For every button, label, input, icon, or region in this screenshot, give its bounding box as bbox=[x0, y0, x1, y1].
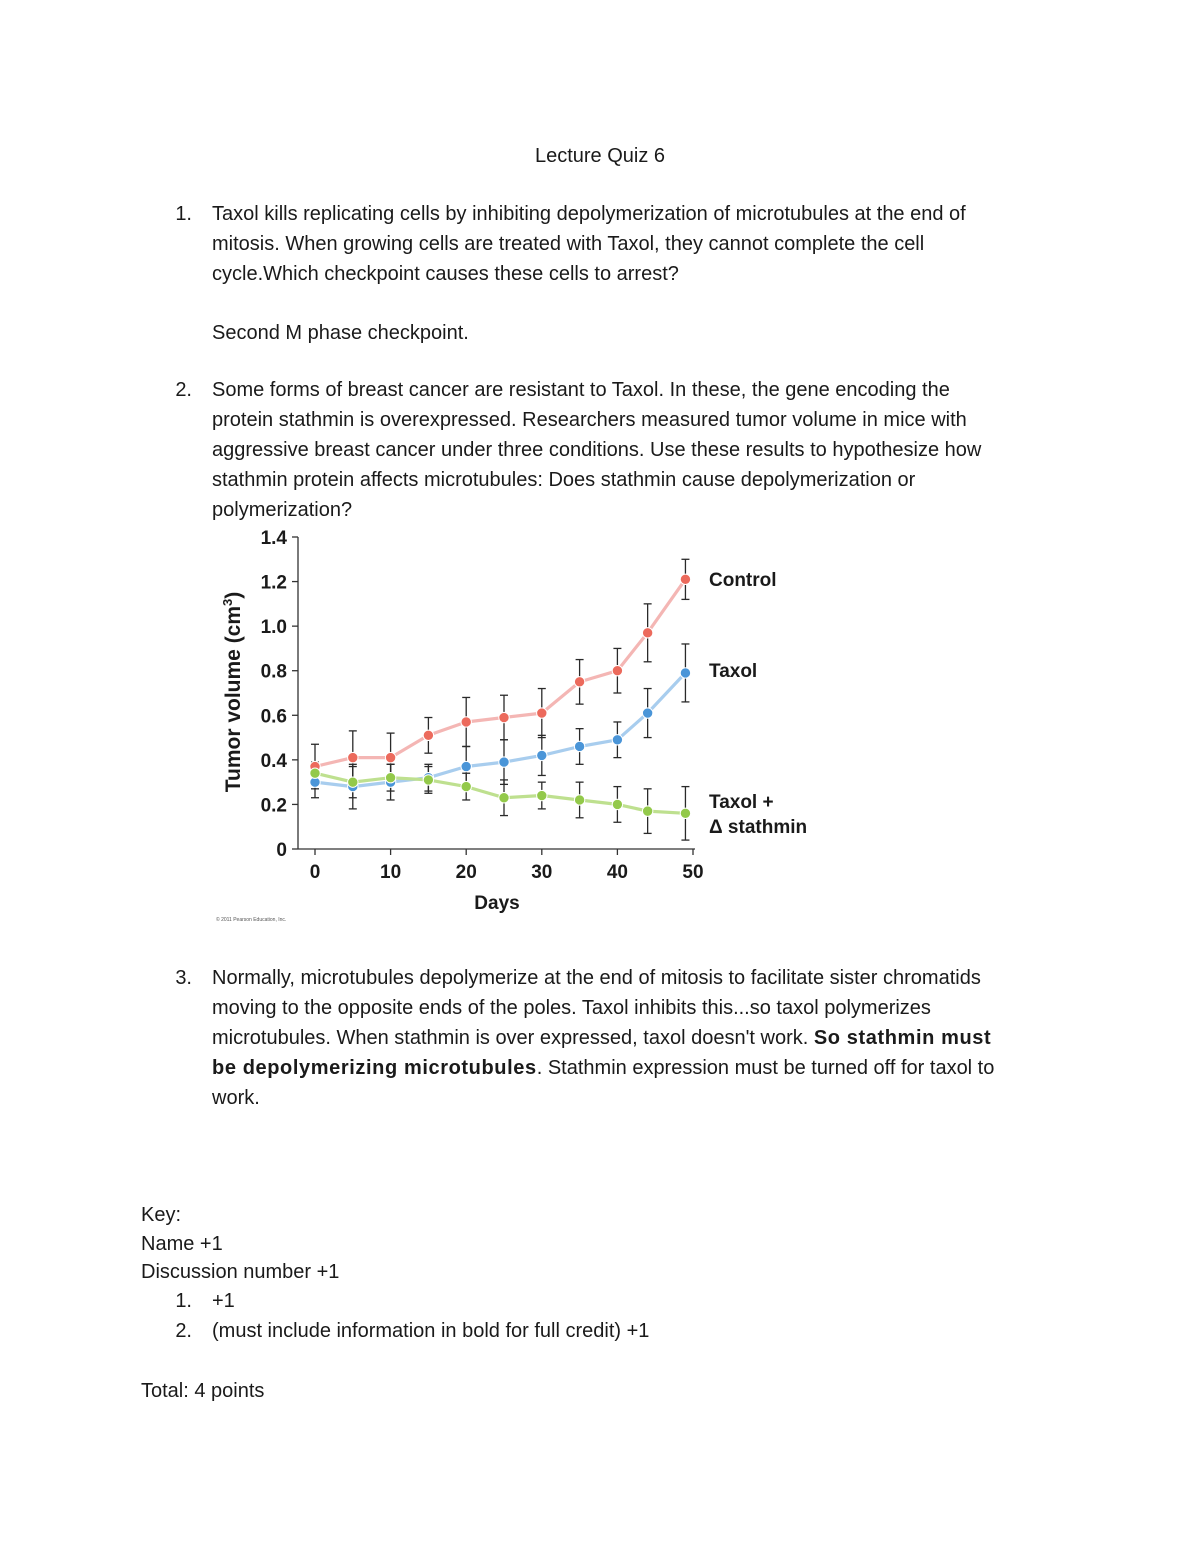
data-point bbox=[461, 717, 471, 727]
data-point bbox=[642, 708, 652, 718]
data-point bbox=[537, 750, 547, 760]
series-line-1 bbox=[315, 673, 685, 787]
tumor-volume-chart bbox=[200, 520, 840, 940]
x-axis-label: Days bbox=[474, 893, 520, 914]
data-point bbox=[423, 775, 433, 785]
x-tick-label: 0 bbox=[309, 862, 321, 883]
question-1-text bbox=[212, 199, 1072, 289]
data-point bbox=[612, 735, 622, 745]
legend-control: Control bbox=[709, 570, 777, 591]
legend-taxol: Taxol bbox=[709, 661, 758, 682]
data-point bbox=[385, 752, 395, 762]
page-title: Lecture Quiz 6 bbox=[534, 145, 666, 167]
y-axis-label: Tumor volume $(cm^3)$ bbox=[220, 591, 245, 793]
key-total: Total: 4 points bbox=[141, 1380, 265, 1402]
y-tick-label: 1.2 bbox=[260, 572, 287, 594]
data-point bbox=[499, 793, 509, 803]
question-3-text-run: . Stathmin expression must be turned off for taxol to bbox=[536, 1057, 995, 1079]
data-point bbox=[537, 708, 547, 718]
x-tick-label: 50 bbox=[682, 862, 704, 883]
data-point bbox=[499, 757, 509, 767]
data-point bbox=[680, 808, 690, 818]
key-item-1-number: 1. bbox=[175, 1290, 192, 1312]
question-3-line bbox=[212, 1053, 1072, 1083]
question-3-line: Normally, microtubules depolymerize at the end of mitosis to facilitate sister chromatids bbox=[212, 967, 981, 989]
data-point bbox=[348, 752, 358, 762]
question-1-line: Taxol kills replicating cells by inhibiting depolymerization of microtubules at the end of bbox=[212, 203, 966, 225]
x-tick-label: 30 bbox=[531, 862, 553, 883]
data-point bbox=[574, 677, 584, 687]
legend-taxol-stathmin-line2: Δ stathmin bbox=[709, 817, 808, 838]
key-item-2-number: 2. bbox=[175, 1320, 192, 1342]
y-tick-label: 1.4 bbox=[260, 528, 287, 549]
y-tick-label: 1.0 bbox=[260, 617, 287, 639]
data-point bbox=[612, 666, 622, 676]
key-heading: Key: bbox=[141, 1204, 182, 1226]
question-3-text-run: microtubules. When stathmin is over expressed, taxol doesn't work. bbox=[212, 1027, 814, 1049]
question-3-line: moving to the opposite ends of the poles. Taxol inhibits this...so taxol polymerizes bbox=[212, 997, 931, 1019]
question-1-line: cycle.Which checkpoint causes these cells to arrest? bbox=[212, 263, 679, 285]
question-3-number: 3. bbox=[175, 967, 192, 989]
key-discussion: Discussion number +1 bbox=[141, 1261, 340, 1283]
data-point bbox=[680, 668, 690, 678]
question-2-line: polymerization? bbox=[212, 499, 353, 521]
copyright-credit: © 2011 Pearson Education, Inc. bbox=[216, 917, 287, 923]
question-2-line: aggressive breast cancer under three conditions. Use these results to hypothesize how bbox=[212, 439, 982, 461]
question-3-text bbox=[212, 963, 1072, 1113]
y-tick-label: 0 bbox=[276, 840, 287, 861]
question-1-number: 1. bbox=[175, 203, 192, 225]
data-point bbox=[680, 574, 690, 584]
question-2-number: 2. bbox=[175, 379, 192, 401]
data-point bbox=[612, 799, 622, 809]
x-tick-label: 20 bbox=[455, 862, 477, 883]
key-name: Name +1 bbox=[141, 1233, 223, 1255]
data-point bbox=[537, 790, 547, 800]
data-point bbox=[461, 761, 471, 771]
legend-taxol-stathmin: Taxol + bbox=[709, 792, 774, 813]
data-point bbox=[461, 781, 471, 791]
question-1-line: mitosis. When growing cells are treated with Taxol, they cannot complete the cell bbox=[212, 233, 925, 255]
data-point bbox=[310, 768, 320, 778]
question-3-line bbox=[212, 1023, 1072, 1053]
question-1-answer: Second M phase checkpoint. bbox=[212, 322, 469, 344]
y-tick-label: 0.4 bbox=[260, 750, 287, 772]
data-point bbox=[642, 806, 652, 816]
x-tick-label: 10 bbox=[380, 862, 402, 883]
key-item-1: +1 bbox=[212, 1290, 235, 1312]
series-line-0 bbox=[315, 579, 685, 766]
data-point bbox=[574, 741, 584, 751]
y-tick-label: 0.2 bbox=[260, 795, 287, 817]
y-tick-label: 0.6 bbox=[260, 706, 287, 728]
question-3-bold-run: So stathmin must bbox=[813, 1027, 992, 1049]
data-point bbox=[499, 712, 509, 722]
question-2-line: Some forms of breast cancer are resistant to Taxol. In these, the gene encoding the bbox=[212, 379, 950, 401]
question-2-line: stathmin protein affects microtubules: Does stathmin cause depolymerization or bbox=[212, 469, 916, 491]
question-2-line: protein stathmin is overexpressed. Researchers measured tumor volume in mice with bbox=[212, 409, 967, 431]
y-tick-label: 0.8 bbox=[260, 661, 287, 683]
key-item-2: (must include information in bold for full credit) +1 bbox=[212, 1320, 650, 1342]
data-point bbox=[385, 772, 395, 782]
data-point bbox=[642, 628, 652, 638]
question-3-line: work. bbox=[212, 1087, 260, 1109]
data-point bbox=[348, 777, 358, 787]
question-2-text bbox=[212, 375, 1072, 525]
data-point bbox=[423, 730, 433, 740]
x-tick-label: 40 bbox=[606, 862, 628, 883]
question-3-bold-run: be depolymerizing microtubules bbox=[212, 1057, 537, 1079]
series-line-2 bbox=[315, 773, 685, 813]
data-point bbox=[574, 795, 584, 805]
